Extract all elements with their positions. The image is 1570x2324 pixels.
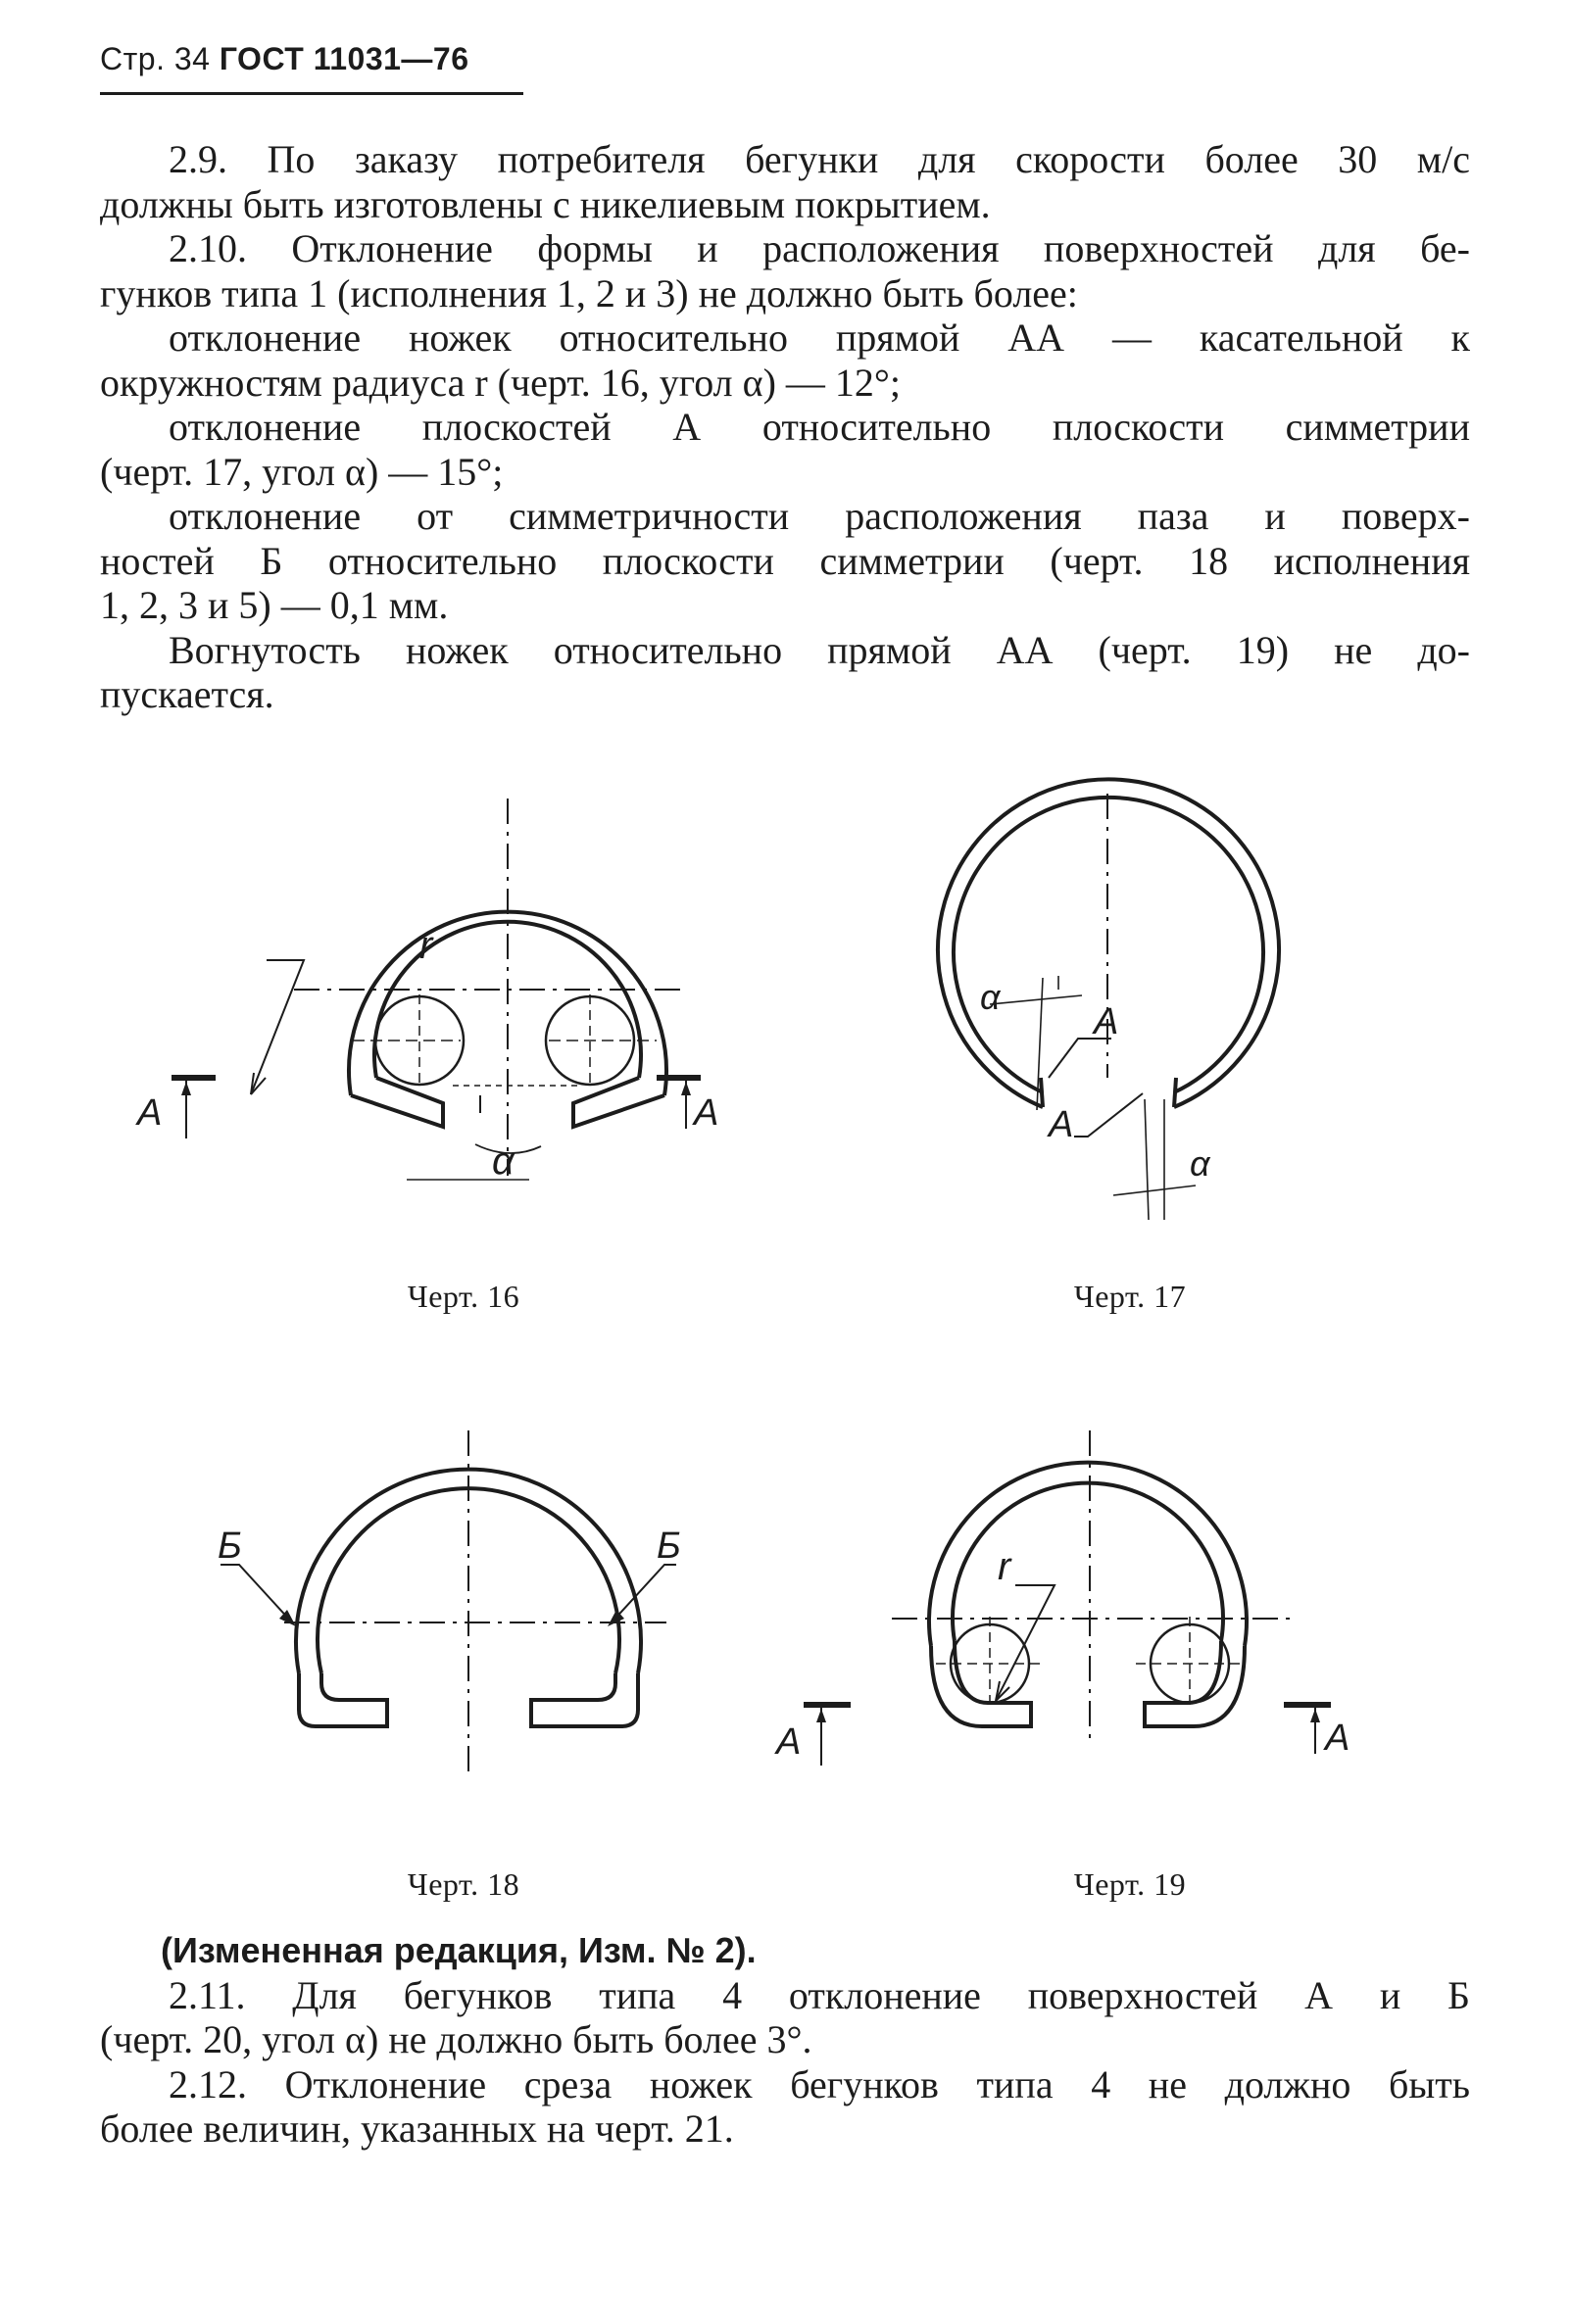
section-2-12-line-1: 2.12. Отклонение среза ножек бегунков типа 4 не должно быть [169,2061,1470,2106]
lower-text-block [100,1928,1470,2152]
section-2-9-line-1: 2.9. По заказу потребителя бегунки для скорости более 30 м/с [169,137,1470,181]
fig18-surface-left-label: Б [218,1525,242,1567]
page-header [100,41,469,77]
section-2-11-line-1: 2.11. Для бегунков типа 4 отклонение поверхностей А и Б [169,1972,1470,2017]
fig18-surface-right-label: Б [657,1525,681,1567]
fig19-radius-label: r [998,1545,1011,1588]
item3-line-2: ностей Б относительно плоскости симметрии (черт. 18 исполнения [100,538,1470,583]
item1-line-2: окружностям радиуса r (черт. 16, угол α) — 12°; [100,360,902,405]
fig19-section-right-label: А [1325,1718,1350,1759]
item3-line-1: отклонение от симметричности расположения паза и поверх- [169,494,1470,538]
item1-line-1: отклонение ножек относительно прямой АА — касательной к [169,315,1470,360]
section-2-9-line-2: должны быть изготовлены с никелиевым покрытием. [100,181,991,226]
figure-18-drawing [196,1421,745,1832]
fig17-angle-bottom-label: α [1190,1143,1210,1184]
figure-17-drawing [911,784,1382,1225]
fig17-plane-lower-label: А [1049,1104,1074,1145]
amendment-note: (Измененная редакция, Изм. № 2). [161,1930,757,1970]
item2-line-2: (черт. 17, угол α) — 15°; [100,449,504,494]
fig16-radius-label: r [419,924,433,967]
figure-17-caption: Черт. 17 [1073,1279,1187,1314]
section-2-10-line-2: гунков типа 1 (исполнения 1, 2 и 3) не должно быть более: [100,270,1078,315]
fig16-section-left-label: А [137,1092,163,1134]
fig17-plane-upper-label: А [1094,1001,1119,1042]
header-rule [100,92,523,95]
figure-19-caption: Черт. 19 [1073,1866,1187,1902]
section-2-12-line-2: более величин, указанных на черт. 21. [100,2106,734,2151]
item2-line-1: отклонение плоскостей А относительно плоскости симметрии [169,405,1470,449]
concavity-line-1: Вогнутость ножек относительно прямой АА (черт. 19) не до- [169,627,1470,672]
figure-16-drawing [137,784,764,1195]
concavity-line-2: пускается. [100,672,274,716]
fig19-section-left-label: А [776,1721,802,1763]
page-number: Стр. 34 [100,41,211,76]
figure-19-drawing [776,1421,1352,1832]
standard-number: ГОСТ 11031—76 [219,41,469,76]
upper-text-block [100,137,1470,717]
section-2-10-line-1: 2.10. Отклонение формы и расположения поверхностей для бе- [169,226,1470,270]
section-2-11-line-2: (черт. 20, угол α) не должно быть более 3°. [100,2017,812,2061]
fig16-angle-label: α [492,1139,515,1183]
item3-line-3: 1, 2, 3 и 5) — 0,1 мм. [100,583,449,627]
fig16-section-right-label: А [694,1092,719,1134]
figure-16-caption: Черт. 16 [407,1279,520,1314]
figure-18-caption: Черт. 18 [407,1866,520,1902]
fig17-angle-top-label: α [980,977,1001,1017]
